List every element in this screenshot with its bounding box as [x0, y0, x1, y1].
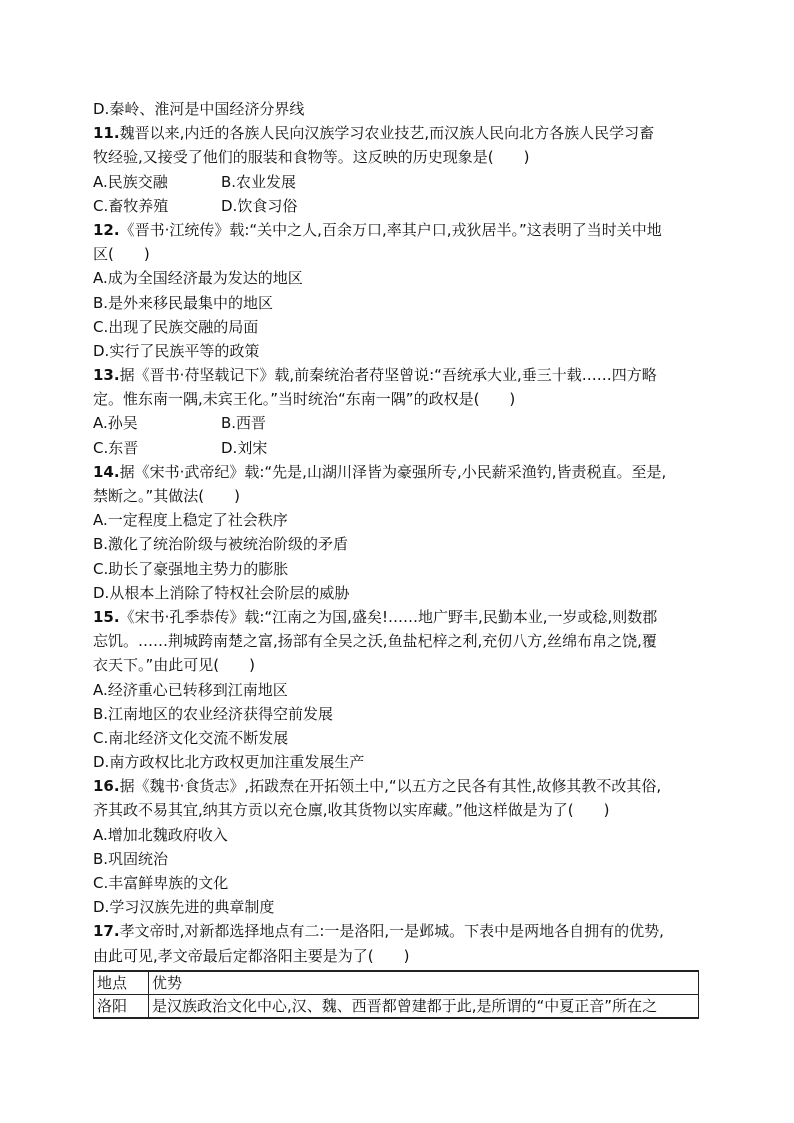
q13-stem-line-2: 定。惟东南一隅,未宾王化。”当时统治“东南一隅”的政权是( ): [93, 390, 516, 409]
q15-stem-line-3: 衣天下。”由此可见( ): [93, 656, 255, 675]
q12-number: 12.: [93, 220, 120, 239]
q14-stem-line-2: 禁断之。”其做法( ): [93, 487, 240, 505]
q14-option-c: C.助长了豪强地主势力的膨胀: [93, 559, 289, 578]
q17-stem-text-1: 孝文帝时,对新都选择地点有二:一是洛阳,一是邺城。下表中是两地各自拥有的优势,: [119, 922, 664, 941]
q16-number: 16.: [93, 777, 120, 796]
q10-option-d: D.秦岭、淮河是中国经济分界线: [93, 100, 305, 118]
q11-stem-text-1: 魏晋以来,内迁的各族人民向汉族学习农业技艺,而汉族人民向北方各族人民学习畜: [119, 124, 655, 143]
q11-number: 11.: [93, 124, 120, 143]
q16-option-a: A.增加北魏政府收入: [93, 825, 228, 844]
q14-option-d: D.从根本上消除了特权社会阶层的威胁: [93, 583, 350, 602]
q13-option-d: D.刘宋: [221, 438, 268, 457]
q11-stem-line-1: [93, 121, 703, 145]
q15-stem-line-1: [93, 605, 703, 629]
q12-option-c: C.出现了民族交融的局面: [93, 317, 259, 336]
q11-option-b: B.农业发展: [221, 172, 297, 191]
q17-stem-line-1: [93, 919, 703, 943]
q12-stem-line-2: 区( ): [93, 245, 150, 264]
q13-number: 13.: [93, 366, 120, 385]
q15-option-d: D.南方政权比北方政权更加注重发展生产: [93, 753, 365, 772]
q15-option-b: B.江南地区的农业经济获得空前发展: [93, 704, 334, 723]
q14-option-a: A.一定程度上稳定了社会秩序: [93, 511, 288, 530]
q11-options-row-1: [93, 170, 703, 194]
q12-option-d: D.实行了民族平等的政策: [93, 341, 260, 360]
q15-option-c: C.南北经济文化交流不断发展: [93, 728, 289, 747]
table-header-advantage: 优势: [149, 971, 699, 995]
q17-stem-line-2: 由此可见,孝文帝最后定都洛阳主要是为了( ): [93, 946, 410, 965]
q12-option-a: A.成为全国经济最为发达的地区: [93, 269, 303, 288]
q17-number: 17.: [93, 922, 120, 941]
q14-number: 14.: [93, 462, 120, 481]
table-cell-location: 洛阳: [94, 994, 149, 1018]
q13-options-row-1: [93, 411, 703, 435]
q16-stem-text-1: 据《魏书·食货志》,拓跋焘在开拓领土中,“以五方之民各有其性,故修其教不改其俗,: [119, 777, 662, 796]
q13-option-a: A.孙吴: [93, 414, 138, 433]
exam-page: [93, 97, 703, 1019]
q16-stem-line-1: [93, 774, 703, 798]
q11-option-c: C.畜牧养殖: [93, 196, 169, 215]
q11-option-a: A.民族交融: [93, 172, 168, 191]
q15-stem-text-1: 《宋书·孔季恭传》载:“江南之为国,盛矣!……地广野丰,民勤本业,一岁或稔,则数郡: [119, 607, 658, 626]
q13-option-c: C.东晋: [93, 438, 139, 457]
q15-stem-line-2: 忘饥。……荆城跨南楚之富,扬部有全吴之沃,鱼盐杞梓之利,充仞八方,丝绵布帛之饶,覆: [93, 632, 657, 651]
q16-option-b: B.巩固统治: [93, 849, 169, 868]
q12-stem-text-1: 《晋书·江统传》载:“关中之人,百余万口,率其户口,戎狄居半。”这表明了当时关中地: [119, 220, 662, 239]
q14-stem-line-1: [93, 460, 703, 484]
q11-option-d: D.饮食习俗: [221, 196, 298, 215]
q14-stem-text-1: 据《宋书·武帝纪》载:“先是,山湖川泽皆为豪强所专,小民薪采渔钓,皆责税直。至是,: [119, 462, 667, 481]
q16-option-c: C.丰富鲜卑族的文化: [93, 874, 229, 892]
q16-option-d: D.学习汉族先进的典章制度: [93, 898, 275, 917]
table-cell-advantage: 是汉族政治文化中心,汉、魏、西晋都曾建都于此,是所谓的“中夏正音”所在之: [149, 994, 699, 1018]
q13-stem-text-1: 据《晋书·苻坚载记下》载,前秦统治者苻坚曾说:“吾统承大业,垂三十载……四方略: [119, 366, 657, 385]
q15-number: 15.: [93, 607, 120, 626]
q13-stem-line-1: [93, 363, 703, 387]
capital-comparison-table: [93, 970, 699, 1019]
q13-options-row-2: [93, 436, 703, 460]
q16-stem-line-2: 齐其政不易其宜,纳其方贡以充仓廪,收其货物以实库藏。”他这样做是为了( ): [93, 801, 610, 820]
q11-options-row-2: [93, 194, 703, 218]
q13-option-b: B.西晋: [221, 414, 267, 433]
table-row: [94, 994, 699, 1018]
q14-option-b: B.激化了统治阶级与被统治阶级的矛盾: [93, 535, 349, 554]
table-header-location: 地点: [94, 971, 149, 995]
q11-stem-line-2: 牧经验,又接受了他们的服装和食物等。这反映的历史现象是( ): [93, 148, 530, 167]
q15-option-a: A.经济重心已转移到江南地区: [93, 680, 288, 699]
table-header-row: [94, 971, 699, 995]
q12-option-b: B.是外来移民最集中的地区: [93, 293, 274, 312]
q12-stem-line-1: [93, 218, 703, 242]
